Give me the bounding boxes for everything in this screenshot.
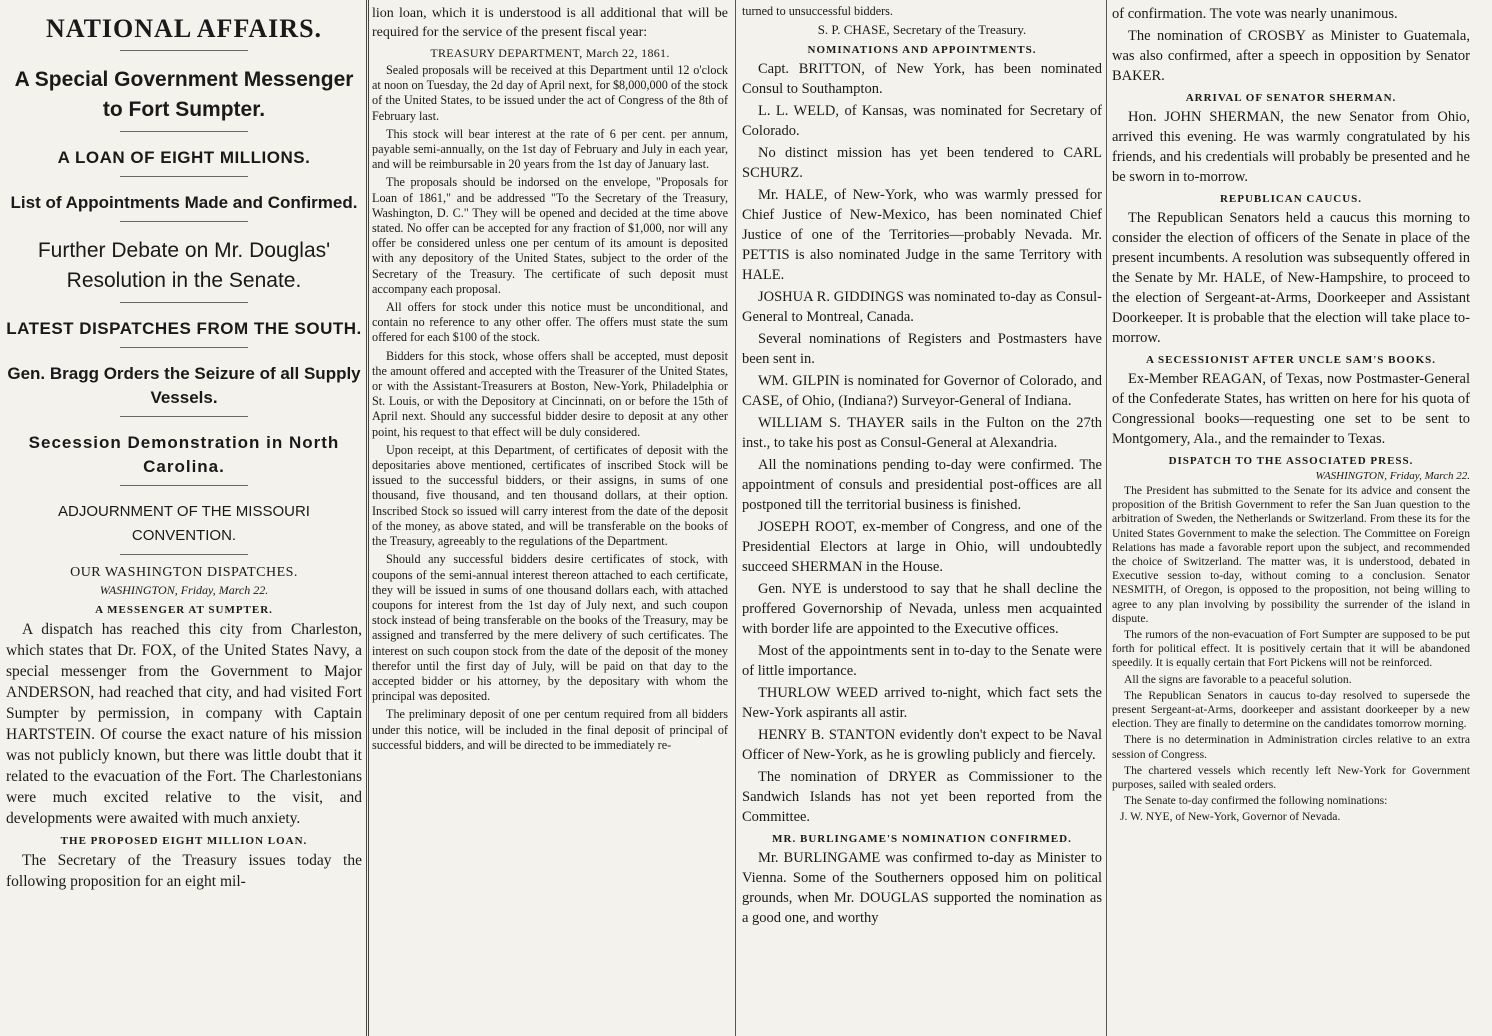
signature: S. P. CHASE, Secretary of the Treasury. [817,22,1027,38]
headline-rule [120,554,248,555]
article-paragraph: The Republican Senators held a caucus this morning to consider the election of officers of the Senate in place of the present incumbents. A resolution was subsequently offered in the Senate by Mr. HALE, of New-Hampshire, to proceed to the election of Sergeant-at-Arms, Doorkeeper and Assistant Doorkeeper. It is probable that the election will take place to-morrow. [1112,210,1470,346]
headline-deck: Further Debate on Mr. Douglas' Resolution in the Senate. [37,239,331,292]
headline-rule [120,221,248,222]
headline-rule [120,302,248,303]
article-paragraph: A dispatch has reached this city from Charleston, which states that Dr. FOX, of the United States Navy, a special messenger from the Government to Major ANDERSON, had reached that city, and had visited Fort Sumpter by permission, in company with Captain HARTSTEIN. Of course the exact nature of his mission was not publicly known, but there was little doubt that it related to the evacuation of the Fort. The Charlestonians were much excited relative to the visit, and developments were awaited with much anxiety. [6,621,362,827]
article-paragraph: WILLIAM S. THAYER sails in the Fulton on the 27th inst., to take his post as Consul-General at Alexandria. [742,415,1102,452]
notice-paragraph: This stock will bear interest at the rate of 6 per cent. per annum, payable semi-annually, on the 1st day of February and July in each year, and will be reimbursable in 20 years from the 1st day of January last. [372,126,728,172]
headline-deck: LATEST DISPATCHES FROM THE SOUTH. [6,319,362,338]
notice-paragraph: Sealed proposals will be received at this Department until 12 o'clock at noon on Tuesday, the 2d day of April next, for $8,000,000 of the stock of the United States, to be issued under the act of Congress of the 8th of February last. [372,63,728,123]
headline-rule [120,347,248,348]
article-paragraph: L. L. WELD, of Kansas, was nominated for Secretary of Colorado. [742,103,1102,140]
dateline: WASHINGTON, Friday, March 22. [1315,470,1470,482]
headline-deck: Gen. Bragg Orders the Seizure of all Supply Vessels. [7,364,361,407]
article-paragraph: All the signs are favorable to a peaceful solution. [1124,672,1352,686]
section-title: OUR WASHINGTON DISPATCHES. [70,565,298,580]
article-paragraph: Gen. NYE is understood to say that he shall decline the proffered Governorship of Nevada, unless men acquainted with border life are appointed to the Executive offices. [742,581,1102,638]
column-rule [735,0,736,1036]
article-paragraph: The Secretary of the Treasury issues today the following proposition for an eight mil- [6,852,362,890]
headline-deck: A Special Government Messenger to Fort Sumpter. [14,68,354,121]
dateline: WASHINGTON, Friday, March 22. [99,583,269,597]
notice-paragraph: Should any successful bidders desire certificates of stock, with coupons of the semi-annual interest thereon attached to each certificate, they will be issued in sums of one thousand dollars each, with attached coupons for interest from the 1st day of July next, and such coupon stock instead of being transferable on the books of the Treasury, may be assigned and transferred by the mere delivery of such certificates. The interest on such coupon stock from the date of the deposit of the money therefor until the first day of July, will be paid on that day to the accepted bidder or his attorney, by the depositary with whom the principal was deposited. [372,552,728,704]
headline-deck: List of Appointments Made and Confirmed. [10,193,358,212]
notice-paragraph: The proposals should be indorsed on the envelope, "Proposals for Loan of 1861," and be addressed "To the Secretary of the Treasury, Washington, D. C." They will be opened and decided at the time above stated. No offer can be accepted for any fraction of $1,000, nor will any offer be considered unless one per centum of its amount is deposited with any depository of the United States, subject to the order of the Secretary of the Treasury. The certificate of such deposit must accompany each proposal. [372,175,728,296]
article-paragraph: The President has submitted to the Senate for its advice and consent the proposition of the British Government to refer the San Juan question to the arbitration of Sweden, the Netherlands or Switzerland. From these its for the United States Government to make the selection. The Committee on Foreign Relations has made a favorable report upon the subject, and recommended the choice of Switzerland. The matter was, it is understood, debated in Executive session to-day, without coming to a conclusion. Senator NESMITH, of Oregon, is opposed to the proposition, not being willing to agree to any plan involving by possibility the surrender of the island in dispute. [1112,484,1470,625]
article-paragraph: of confirmation. The vote was nearly unanimous. [1112,6,1398,22]
article-paragraph: No distinct mission has yet been tendered to CARL SCHURZ. [742,145,1102,182]
subheading: ARRIVAL OF SENATOR SHERMAN. [1185,92,1397,104]
headline-deck: Secession Demonstration in North Carolina. [28,433,340,476]
article-paragraph: WM. GILPIN is nominated for Governor of Colorado, and CASE, of Ohio, (Indiana?) Surveyor-General of Indiana. [742,373,1102,410]
article-paragraph: Most of the appointments sent in to-day to the Senate were of little importance. [742,643,1102,680]
headline-rule [120,131,248,132]
headline-rule [120,50,248,51]
article-paragraph: Hon. JOHN SHERMAN, the new Senator from Ohio, arrived this evening. He was warmly congratulated by his friends, and his credentials will probably be presented and he be sworn in to-morrow. [1112,109,1470,185]
subheading: THE PROPOSED EIGHT MILLION LOAN. [60,835,308,847]
subheading: NOMINATIONS AND APPOINTMENTS. [807,44,1037,57]
article-paragraph: The chartered vessels which recently left New-York for Government purposes, sailed with sealed orders. [1112,763,1470,792]
notice-paragraph: The preliminary deposit of one per centum required from all bidders under this notice, will be included in the final deposit of principal of successful bidders, and will be directed to be immediately re- [372,707,728,752]
article-paragraph: turned to unsuccessful bidders. [742,4,893,18]
article-paragraph: Mr. BURLINGAME was confirmed to-day as Minister to Vienna. Some of the Southerners opposed him on political grounds, when Mr. DOUGLAS supported the nomination as a good one, and worthy [742,850,1102,927]
column-1 [6,4,362,1036]
column-4 [1112,4,1470,1036]
article-paragraph: The rumors of the non-evacuation of Fort Sumpter are supposed to be put forth for political effect. It is positively certain that it will be abandoned speedily. It is equally certain that Fort Pickens will not be reinforced. [1112,628,1470,670]
column-2 [372,4,728,1036]
masthead: NATIONAL AFFAIRS. [45,14,323,43]
article-paragraph: Several nominations of Registers and Postmasters have been sent in. [742,331,1102,368]
subheading: DISPATCH TO THE ASSOCIATED PRESS. [1168,455,1414,467]
column-rule [1106,0,1107,1036]
article-paragraph: There is no determination in Administration circles relative to an extra session of Congress. [1112,733,1470,761]
notice-heading: TREASURY DEPARTMENT, March 22, 1861. [430,46,670,60]
article-paragraph: THURLOW WEED arrived to-night, which fact sets the New-York aspirants all astir. [742,685,1102,722]
article-paragraph: JOSHUA R. GIDDINGS was nominated to-day as Consul-General to Montreal, Canada. [742,289,1102,326]
article-paragraph: The nomination of DRYER as Commissioner to the Sandwich Islands has not yet been reported from the Committee. [742,769,1102,826]
notice-paragraph: Bidders for this stock, whose offers shall be accepted, must deposit the amount offered and accepted with the Treasurer of the United States, or with the Assistant-Treasurers at Boston, New-York, Philadelphia or St. Louis, or with the Depository at Cincinnati, on or before the 15th of April next. Should any successful bidder desire to deposit at any other point, his request to that effect will be duly considered. [372,348,728,439]
headline-rule [120,176,248,177]
article-paragraph: The nomination of CROSBY as Minister to Guatemala, was also confirmed, after a speech in opposition by Senator BAKER. [1112,28,1470,84]
article-paragraph: Capt. BRITTON, of New York, has been nominated Consul to Southampton. [742,61,1102,98]
article-paragraph: J. W. NYE, of New-York, Governor of Nevada. [1120,810,1341,824]
article-paragraph: The Republican Senators in caucus to-day resolved to supersede the present Sergeant-at-Arms, doorkeeper and assistant doorkeeper by a new election. They are finally to determine on the candidates tomorrow morning. [1112,688,1470,731]
notice-paragraph: Upon receipt, at this Department, of certificates of deposit with the depositaries above mentioned, certificates of inscribed Stock will be issued to the successful bidders, or their assigns, in sums of one thousand, five thousand, and ten thousand dollars, at their option. Inscribed Stock so issued will carry interest from the date of the deposit of the money, as above stated, and will be transferable on the books of the Treasury, agreeably to the regulations of the Department. [372,442,728,549]
notice-paragraph: All offers for stock under this notice must be unconditional, and contain no reference to any other offer. The offers must state the sum offered for each $100 of the stock. [372,300,728,345]
article-paragraph: JOSEPH ROOT, ex-member of Congress, and one of the Presidential Electors at large in Ohio, will undoubtedly succeed SHERMAN in the House. [742,519,1102,576]
headline-rule [120,416,248,417]
headline-deck: A LOAN OF EIGHT MILLIONS. [57,148,311,167]
subheading: A SECESSIONIST AFTER UNCLE SAM'S BOOKS. [1145,354,1437,366]
article-paragraph: Mr. HALE, of New-York, who was warmly pressed for Chief Justice of New-Mexico, has been nominated Chief Justice of one of the Territories—probably Nevada. Mr. PETTIS is also nominated Judge in the same Territory with HALE. [742,187,1102,284]
article-paragraph: The Senate to-day confirmed the following nominations: [1124,794,1388,808]
article-paragraph: HENRY B. STANTON evidently don't expect to be Naval Officer of New-York, as he is growling publicly and fiercely. [742,727,1102,764]
article-paragraph: All the nominations pending to-day were confirmed. The appointment of consuls and presidential post-offices are all postponed till the territorial business is finished. [742,457,1102,514]
subheading: REPUBLICAN CAUCUS. [1219,193,1363,205]
column-rule [366,0,369,1036]
subheading: A MESSENGER AT SUMPTER. [95,604,273,616]
subheading: MR. BURLINGAME'S NOMINATION CONFIRMED. [772,833,1072,846]
column-3 [742,4,1102,1036]
headline-rule [120,485,248,486]
article-paragraph: Ex-Member REAGAN, of Texas, now Postmaster-General of the Confederate States, has written on here for his quota of Congressional books—requesting one set to be sent to Montgomery, Ala., and the remainder to Texas. [1112,371,1470,447]
article-paragraph: lion loan, which it is understood is all additional that will be required for the service of the present fiscal year: [372,6,728,40]
headline-deck: ADJOURNMENT OF THE MISSOURI CONVENTION. [58,503,310,544]
